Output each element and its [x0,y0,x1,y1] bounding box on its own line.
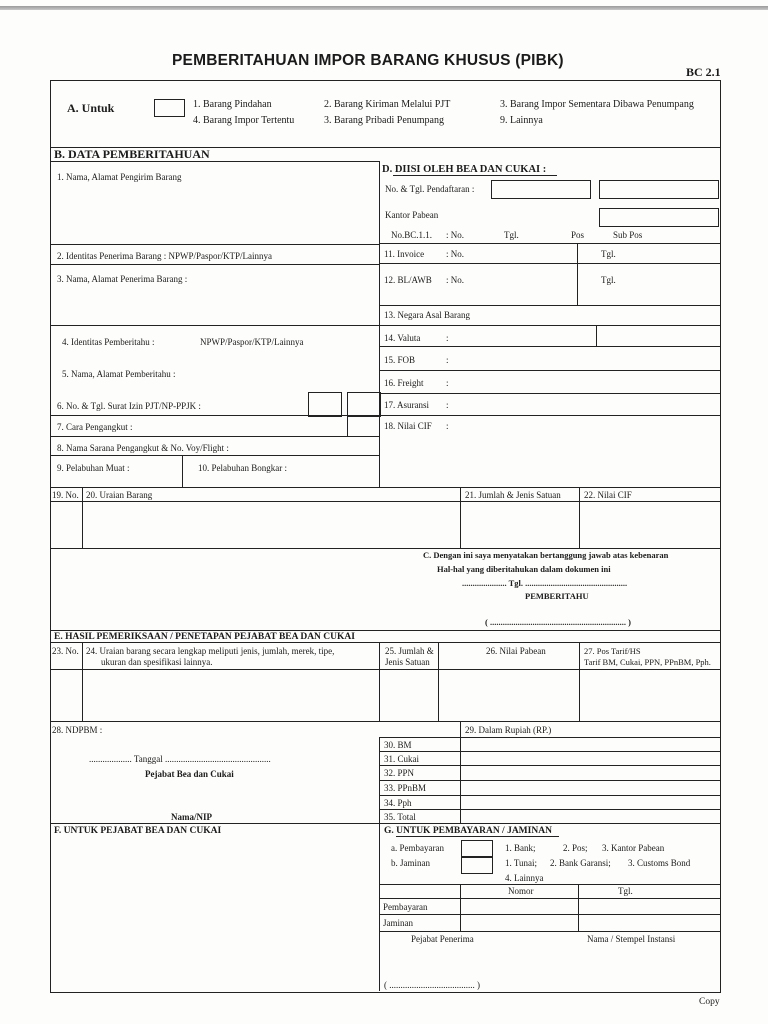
divider [379,795,720,796]
field-31-label: 31. Cukai [384,754,419,764]
divider [379,765,720,766]
divider [379,243,720,244]
option-barang-pindahan: 1. Barang Pindahan [193,99,272,110]
field-7-label: 7. Cara Pengangkut : [57,422,133,432]
guarantee-option-customs-bond: 3. Customs Bond [628,858,691,868]
guarantee-option-lainnya: 4. Lainnya [505,873,544,883]
field-26-label: 26. Nilai Pabean [486,646,546,656]
field-14-colon: : [446,333,449,343]
divider [50,244,379,245]
field-10-label: 10. Pelabuhan Bongkar : [198,463,287,473]
receiving-officer-label: Pejabat Penerima [411,934,474,944]
field-4-options: NPWP/Paspor/KTP/Lainnya [200,337,304,347]
field-34-label: 34. Pph [384,798,412,808]
guarantee-row-label: Jaminan [383,918,413,928]
field-12-no: : No. [446,275,464,285]
form-code: BC 2.1 [686,65,721,79]
option-barang-pribadi: 3. Barang Pribadi Penumpang [324,115,444,126]
field-11-date: Tgl. [601,249,616,259]
field-15-colon: : [446,355,449,365]
official-place-date: ................... Tanggal ............................................... [89,754,271,764]
official-label: Pejabat Bea dan Cukai [145,769,234,779]
guarantee-option-tunai: 1. Tunai; [505,858,538,868]
bc11-date-label: Tgl. [504,230,519,240]
divider [379,393,720,394]
option-lainnya: 9. Lainnya [500,115,543,126]
divider [379,370,720,371]
field-11-no: : No. [446,249,464,259]
divider [379,737,720,738]
field-35-label: 35. Total [384,812,416,822]
divider [182,455,183,487]
divider [379,809,720,810]
divider [50,161,379,162]
divider [379,263,720,264]
section-d-title-text: D. DIISI OLEH BEA DAN CUKAI : [382,164,547,175]
field-24-label-2: ukuran dan spesifikasi lainnya. [101,657,213,667]
field-2-label: 2. Identitas Penerima Barang : NPWP/Paspor/KTP/Lainnya [57,251,272,261]
payment-code-box[interactable] [461,840,493,857]
divider [596,325,597,346]
divider [379,751,720,752]
field-33-label: 33. PPnBM [384,783,427,793]
section-e-title: E. HASIL PEMERIKSAAN / PENETAPAN PEJABAT BEA DAN CUKAI [54,632,355,642]
field-27-label-1: 27. Pos Tarif/HS [584,646,641,656]
field-6-number-box[interactable] [308,392,342,417]
field-18-label: 18. Nilai CIF [384,421,432,431]
section-f-title: F. UNTUK PEJABAT BEA DAN CUKAI [54,826,222,836]
field-30-label: 30. BM [384,740,412,750]
field-6-date-box[interactable] [347,392,381,417]
divider [379,780,720,781]
declaration-line-1: C. Dengan ini saya menyatakan bertanggung jawab atas kebenaran [423,550,669,560]
option-barang-impor-tertentu: 4. Barang Impor Tertentu [193,115,295,126]
number-column-label: Nomor [508,886,534,896]
copy-label: Copy [699,997,720,1007]
official-name-nip: Nama/NIP [171,812,212,822]
field-15-label: 15. FOB [384,355,416,365]
field-12-date: Tgl. [601,275,616,285]
option-barang-kiriman: 2. Barang Kiriman Melalui PJT [324,99,451,110]
payment-option-kantor-pabean: 3. Kantor Pabean [602,843,665,853]
field-8-label: 8. Nama Sarana Pengangkut & No. Voy/Flight : [57,443,229,453]
guarantee-label: b. Jaminan [391,858,430,868]
field-28-label: 28. NDPBM : [52,725,103,735]
field-27-label-2: Tarif BM, Cukai, PPN, PPnBM, Pph. [584,657,711,667]
divider [50,325,379,326]
registration-date-box[interactable] [599,180,719,199]
field-18-colon: : [446,421,449,431]
divider [50,264,379,265]
section-b-title: B. DATA PEMBERITAHUAN [54,147,210,161]
divider [379,931,720,932]
field-16-label: 16. Freight [384,378,424,388]
field-25-label-1: 25. Jumlah & [385,646,434,656]
divider [50,501,720,502]
declaration-line-2: Hal-hal yang diberitahukan dalam dokumen ini [437,564,611,574]
bc11-label: No.BC.1.1. [391,230,433,240]
divider [50,455,379,456]
divider [50,487,720,488]
section-g-title: G. UNTUK PEMBAYARAN / JAMINAN [384,826,552,836]
divider [379,642,380,721]
registration-number-box[interactable] [491,180,591,199]
divider [379,305,720,306]
divider [50,436,379,437]
option-barang-impor-sementara: 3. Barang Impor Sementara Dibawa Penumpang [500,99,694,110]
payment-option-pos: 2. Pos; [563,843,588,853]
bc11-no-label: : No. [446,230,464,240]
divider [579,487,580,548]
declarant-label: PEMBERITAHU [525,591,589,601]
divider [82,487,83,548]
field-4-label: 4. Identitas Pemberitahu : [62,337,155,347]
form-title: PEMBERITAHUAN IMPOR BARANG KHUSUS (PIBK) [172,52,564,69]
title-underline [396,836,559,837]
field-14-label: 14. Valuta [384,333,421,343]
divider [82,642,83,721]
field-21-label: 21. Jumlah & Jenis Satuan [465,490,561,500]
section-d-title [382,164,546,175]
field-17-colon: : [446,400,449,410]
divider [438,642,439,721]
divider [347,415,348,436]
bc11-pos-label: Pos [571,230,585,240]
field-1-label: 1. Nama, Alamat Pengirim Barang [57,172,182,182]
divider [50,721,720,722]
divider [379,161,380,487]
field-24-label-1: 24. Uraian barang secara lengkap meliputi jenis, jumlah, merek, tipe, [86,646,335,656]
field-17-label: 17. Asuransi [384,400,429,410]
declarant-signature-line: ( ................................................................ ) [485,617,631,627]
field-9-label: 9. Pelabuhan Muat : [57,463,130,473]
field-3-label: 3. Nama, Alamat Penerima Barang : [57,274,188,284]
divider [460,487,461,548]
divider [379,898,720,899]
field-19-label: 19. No. [52,490,79,500]
divider [579,642,580,721]
field-13-label: 13. Negara Asal Barang [384,310,470,320]
section-a-label: A. Untuk [67,101,115,115]
field-16-colon: : [446,378,449,388]
payment-option-bank: 1. Bank; [505,843,536,853]
field-6-label: 6. No. & Tgl. Surat Izin PJT/NP-PPJK : [57,401,201,411]
declaration-place-date: ..................... Tgl. ................................................ [462,578,628,588]
receiving-officer-signature-line: ( ...................................... ) [384,980,480,990]
customs-office-label: Kantor Pabean [385,210,439,220]
scan-edge-line [0,6,768,10]
field-11-label: 11. Invoice [384,249,425,259]
payment-row-label: Pembayaran [383,902,428,912]
divider [50,823,720,824]
registration-label: No. & Tgl. Pendaftaran : [385,184,475,194]
field-25-label-2: Jenis Satuan [385,657,430,667]
field-12-label: 12. BL/AWB [384,275,432,285]
section-a-code-box[interactable] [154,99,185,117]
field-22-label: 22. Nilai CIF [584,490,632,500]
guarantee-code-box[interactable] [461,857,493,874]
divider [379,823,380,991]
divider [578,884,579,931]
field-29-label: 29. Dalam Rupiah (RP.) [465,725,552,735]
divider [379,415,720,416]
guarantee-option-bank-garansi: 2. Bank Garansi; [550,858,611,868]
title-underline [393,175,557,176]
divider [50,642,720,643]
field-23-label: 23. No. [52,646,79,656]
divider [379,914,720,915]
payment-label: a. Pembayaran [391,843,444,853]
divider [379,346,720,347]
field-5-label: 5. Nama, Alamat Pemberitahu : [62,369,176,379]
divider [577,243,578,305]
divider [379,325,720,326]
divider [50,669,720,670]
divider [50,415,379,416]
bc11-subpos-label: Sub Pos [613,230,643,240]
agency-stamp-label: Nama / Stempel Instansi [587,934,676,944]
divider [379,884,720,885]
field-20-label: 20. Uraian Barang [86,490,153,500]
divider [50,630,720,631]
field-32-label: 32. PPN [384,768,415,778]
date-column-label: Tgl. [618,886,633,896]
customs-office-box[interactable] [599,208,719,227]
divider [460,884,461,931]
divider [50,548,720,549]
